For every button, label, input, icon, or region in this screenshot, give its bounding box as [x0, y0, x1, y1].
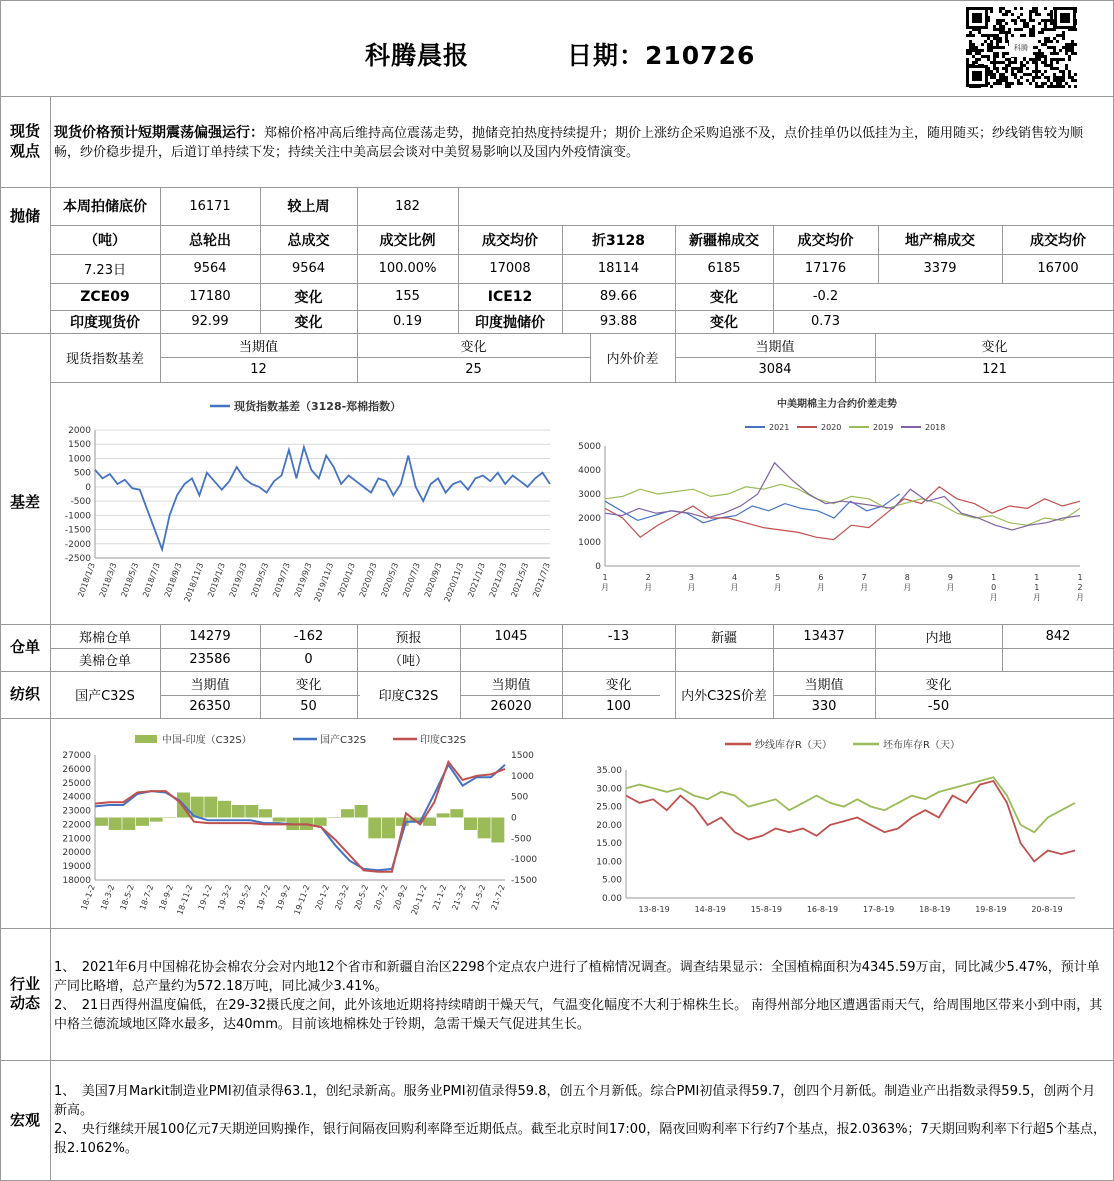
y-tick-label: 4000 — [578, 466, 601, 476]
wh-r1-cell: -13 — [607, 628, 630, 644]
industry-text — [54, 958, 1106, 1034]
divider — [0, 718, 1114, 719]
wh-r1-cell: 1045 — [494, 628, 528, 644]
series-bar — [259, 809, 272, 817]
auction-headers-cell: （吨） — [84, 232, 126, 249]
series-bar — [437, 813, 450, 817]
wh-r1-cell: 预报 — [395, 630, 422, 646]
x-tick-label: 2019/5/3 — [249, 561, 271, 599]
y-tick-label: -2500 — [64, 554, 91, 564]
series-bar — [355, 805, 368, 818]
x-tick-label: 13-8-19 — [638, 905, 670, 914]
x-tick-label: 2021/1/3 — [466, 561, 487, 599]
x-tick-label: 2019/3/3 — [227, 561, 249, 599]
series-bar — [341, 809, 354, 817]
y-tick-label: 2000 — [578, 514, 601, 524]
auction-headers-cell: 成交均价 — [1030, 232, 1086, 249]
x-tick-label: 2020/3/3 — [357, 561, 379, 599]
spread-chart — [575, 388, 1100, 620]
series-bar — [478, 818, 491, 839]
x-tick-label: 18-5-2 — [118, 883, 136, 912]
india-reserve-value: 93.88 — [599, 314, 638, 329]
auction-cmp-value: 182 — [395, 198, 420, 214]
zce-label: ZCE09 — [80, 288, 130, 305]
section-label-auction: 抛储 — [9, 207, 40, 226]
section-label-industry: 行业 动态 — [9, 974, 40, 1012]
spot-view-text — [54, 124, 1104, 162]
x-tick-label: 2018/5/3 — [119, 561, 141, 599]
industry-item-2: 2、 21日西得州温度偏低，在29-32摄氏度之间，此外该地近期将持续晴朗干燥天气，气温变化幅度不大利于棉株生长。 南得州部分地区遭遇雷雨天气，给周围地区带来小到中雨，其中格兰德流域地区降水最多，达40mm。目前该地棉株处于铃期，急需干燥天气促进其生长。 — [54, 998, 1103, 1032]
auction-data-cell: 9564 — [291, 261, 326, 276]
x-tick-label: 2020/1/3 — [336, 561, 357, 599]
x-tick-label: 2019/11/3 — [312, 561, 336, 604]
section-label-warehouse: 仓单 — [9, 637, 40, 656]
basis-chg-label: 变化 — [460, 339, 487, 355]
y-tick-label: 0.00 — [601, 894, 622, 904]
india-reserve-label: 印度抛储价 — [475, 314, 545, 331]
section-label-macro: 宏观 — [9, 1110, 40, 1129]
y2-tick-label: -1500 — [511, 876, 538, 886]
x-tick-label: 19-11-2 — [292, 883, 312, 917]
x-tick-label: 7 月 — [860, 573, 869, 592]
series-line-纱线库存R（天） — [626, 781, 1075, 861]
x-tick-label: 16-8-19 — [806, 905, 839, 914]
x-tick-label: 19-8-19 — [975, 905, 1007, 914]
series-bar — [136, 818, 149, 826]
basis-cur-label: 当期值 — [238, 339, 278, 355]
auction-data-cell: 6185 — [707, 261, 741, 276]
x-tick-label: 3 月 — [687, 573, 696, 592]
auction-headers-cell: 总成交 — [287, 232, 330, 249]
section-label-textile: 纺织 — [9, 684, 40, 703]
x-tick-label: 15-8-19 — [750, 905, 782, 914]
wh-r1-cell: 内地 — [925, 630, 952, 646]
y-tick-label: 500 — [73, 468, 91, 479]
x-tick-label: 18-3-2 — [99, 883, 117, 912]
auction-headers-cell: 新疆棉成交 — [689, 232, 759, 249]
legend-label: 纱线库存R（天） — [755, 740, 832, 751]
inventory-chart — [580, 728, 1090, 923]
legend-label: 坯布库存R（天） — [883, 740, 960, 751]
x-tick-label: 8 月 — [903, 573, 912, 592]
auction-cmp-label: 较上周 — [287, 199, 330, 215]
inner-outer-spread-label: 内外价差 — [606, 352, 659, 367]
x-tick-label: 21-5-2 — [469, 883, 488, 912]
auction-data-cell: 17008 — [489, 261, 531, 276]
x-tick-label: 1 0 月 — [989, 573, 998, 602]
x-tick-label: 2018/7/3 — [141, 561, 162, 599]
x-tick-label: 20-3-2 — [333, 883, 351, 912]
x-tick-label: 4 月 — [730, 573, 739, 592]
y-tick-label: 1000 — [68, 454, 91, 465]
spread-cur-label: 当期值 — [804, 677, 844, 693]
india-spot-chg-label: 变化 — [294, 314, 323, 331]
y-tick-label: 0 — [595, 562, 601, 572]
c32s-spread-label: 内外C32S价差 — [681, 689, 767, 704]
auction-headers-cell: 成交比例 — [379, 232, 436, 249]
y-tick-label: 23000 — [62, 806, 91, 817]
domestic-chg-value: 50 — [300, 699, 317, 714]
x-tick-label: 1 月 — [601, 573, 609, 592]
x-tick-label: 14-8-19 — [694, 905, 726, 914]
y-tick-label: 1500 — [68, 440, 91, 451]
legend-label: 2018 — [925, 423, 946, 432]
auction-headers-cell: 成交均价 — [797, 232, 854, 249]
x-tick-label: 2018/11/3 — [182, 561, 206, 604]
y-tick-label: 20.00 — [596, 820, 622, 831]
qr-code — [964, 5, 1078, 89]
domestic-c32s-label: 国产C32S — [75, 689, 135, 704]
series-bar — [95, 818, 108, 826]
series-bar — [382, 818, 395, 839]
series-bar — [450, 809, 463, 817]
y-tick-label: 21000 — [62, 834, 91, 845]
legend-label: 2021 — [769, 423, 790, 432]
wh-r1-cell: 14279 — [189, 628, 231, 644]
x-tick-label: 19-1-2 — [196, 883, 215, 912]
x-tick-label: 21-1-2 — [430, 883, 449, 912]
series-bar — [232, 805, 245, 818]
y-tick-label: 27000 — [62, 751, 91, 761]
x-tick-label: 19-5-2 — [235, 883, 254, 912]
y-tick-label: 3000 — [578, 490, 601, 500]
india-c32s-label: 印度C32S — [378, 689, 439, 704]
wh-r1-cell: 842 — [1045, 628, 1071, 644]
x-tick-label: 2020/5/3 — [379, 561, 401, 599]
x-tick-label: 18-9-2 — [157, 883, 175, 912]
zce-chg: 155 — [395, 289, 420, 304]
series-bar — [109, 818, 122, 831]
x-tick-label: 2018/3/3 — [97, 561, 119, 599]
series-line-2018 — [605, 463, 1080, 530]
zce-chg-label: 变化 — [294, 289, 323, 306]
y-tick-label: 22000 — [62, 820, 91, 831]
india-spot-value: 92.99 — [191, 314, 229, 329]
y-tick-label: 2000 — [68, 426, 91, 436]
divider — [50, 382, 1114, 383]
india-cur-label: 当期值 — [491, 677, 531, 693]
chart-title: 中美期棉主力合约价差走势 — [777, 399, 897, 410]
wh-r1-cell: 13437 — [803, 628, 845, 644]
ice-chg-label: 变化 — [710, 289, 738, 306]
x-tick-label: 2021/3/3 — [487, 561, 509, 599]
series-bar — [122, 818, 135, 831]
y-tick-label: 20000 — [62, 848, 91, 859]
x-tick-label: 18-11-2 — [175, 883, 195, 917]
x-tick-label: 1 2 月 — [1076, 573, 1084, 602]
series-bar — [245, 805, 258, 818]
series-bar — [150, 818, 163, 822]
x-tick-label: 18-8-19 — [919, 905, 951, 914]
x-tick-label: 17-8-19 — [862, 905, 895, 914]
macro-item-2: 2、 央行继续开展100亿元7天期逆回购操作，银行间隔夜回购利率降至近期低点。截至北京时间17:00，隔夜回购利率下行约7个基点，报2.0363%；7天期回购利率下行超5个基点，报2.1062%。 — [54, 1122, 1106, 1156]
india-reserve-chg: 0.73 — [811, 314, 840, 329]
india-spot-label: 印度现货价 — [70, 314, 140, 331]
x-tick-label: 1 1 月 — [1032, 573, 1041, 602]
y-tick-label: 26000 — [62, 764, 91, 775]
auction-floor-label: 本周拍储底价 — [63, 199, 147, 215]
y-tick-label: -2000 — [64, 539, 91, 550]
basis-chg-value: 25 — [465, 362, 482, 377]
auction-headers-cell: 地产棉成交 — [905, 232, 975, 249]
x-tick-label: 2 月 — [644, 573, 653, 592]
india-chg-label: 变化 — [605, 677, 632, 693]
y-tick-label: 0 — [85, 482, 91, 493]
x-tick-label: 6 月 — [816, 573, 825, 592]
section-label-spot-view: 现货 观点 — [9, 122, 40, 160]
y-tick-label: -1000 — [64, 511, 91, 522]
basis-spot-label: 现货指数基差 — [65, 352, 144, 367]
auction-data-cell: 18114 — [597, 261, 640, 276]
y-tick-label: 15.00 — [596, 839, 622, 850]
c32s-spread-cur: 330 — [811, 699, 837, 714]
wh-r2-cell: 23586 — [189, 652, 231, 667]
report-title: 科腾晨报 — [365, 41, 470, 70]
x-tick-label: 20-11-2 — [409, 883, 429, 917]
spread-cur-label: 当期值 — [755, 339, 795, 355]
wh-r2-cell: 0 — [304, 652, 313, 667]
y-tick-label: 18000 — [62, 876, 91, 886]
domestic-chg-label: 变化 — [295, 677, 322, 693]
auction-data-cell: 100.00% — [378, 261, 437, 276]
y-tick-label: 25000 — [62, 778, 91, 789]
series-bar — [314, 818, 327, 826]
domestic-cur-label: 当期值 — [190, 677, 230, 693]
spread-chg-value: 121 — [982, 362, 1007, 377]
y2-tick-label: 500 — [511, 792, 529, 803]
x-tick-label: 20-1-2 — [313, 883, 332, 912]
y2-tick-label: -500 — [511, 834, 532, 845]
x-tick-label: 20-7-2 — [372, 883, 390, 912]
wh-r1-cell: 新疆 — [710, 630, 737, 646]
x-tick-label: 20-8-19 — [1031, 905, 1063, 914]
series-line-2020 — [605, 487, 1080, 540]
x-tick-label: 20-9-2 — [391, 883, 410, 912]
macro-item-1: 1、 美国7月Markit制造业PMI初值录得63.1，创纪录新高。服务业PMI初值录得59.8，创五个月新低。综合PMI初值录得59.7，创四个月新低。制造业产出指数录得59.5，创两个月新高。 — [54, 1084, 1096, 1118]
y-tick-label: 35.00 — [596, 766, 622, 776]
macro-text — [54, 1082, 1106, 1158]
x-tick-label: 21-3-2 — [450, 883, 468, 912]
section-label-basis: 基差 — [9, 493, 40, 512]
y2-tick-label: 0 — [511, 813, 517, 824]
series-bar — [368, 818, 381, 839]
legend-label: 2019 — [873, 423, 894, 432]
x-tick-label: 5 月 — [773, 573, 782, 592]
wh-r1-cell: -162 — [293, 628, 324, 644]
auction-floor-value: 16171 — [189, 198, 231, 214]
y-tick-label: 10.00 — [596, 857, 622, 868]
spread-chg-label: 变化 — [981, 339, 1008, 355]
legend-label: 印度C32S — [420, 735, 467, 746]
x-tick-label: 21-7-2 — [489, 883, 507, 912]
x-tick-label: 19-3-2 — [216, 883, 234, 912]
y-tick-label: 5000 — [578, 442, 601, 452]
auction-data-cell: 7.23日 — [84, 263, 126, 278]
auction-headers-cell: 总轮出 — [189, 232, 231, 249]
yarn-price-chart — [55, 725, 538, 925]
auction-data-cell: 16700 — [1037, 261, 1079, 276]
series-bar — [218, 801, 231, 818]
auction-data-cell: 3379 — [923, 261, 957, 276]
x-tick-label: 2019/1/3 — [206, 561, 227, 599]
divider — [0, 96, 1114, 97]
legend-label: 国产C32S — [320, 735, 367, 746]
series-bar — [163, 818, 176, 819]
spot-view-headline: 现货价格预计短期震荡偏强运行： — [54, 125, 264, 141]
wh-r1-cell: 郑棉仓单 — [78, 630, 131, 646]
india-spot-chg: 0.19 — [393, 314, 422, 329]
x-tick-label: 18-7-2 — [138, 883, 156, 912]
x-tick-label: 19-7-2 — [255, 883, 273, 912]
chart-title: 现货指数基差（3128-郑棉指数） — [234, 400, 402, 413]
india-cur-value: 26020 — [490, 699, 532, 714]
x-tick-label: 19-9-2 — [274, 883, 293, 912]
x-tick-label: 2019/9/3 — [292, 561, 314, 599]
spread-chg-label: 变化 — [925, 677, 952, 693]
series-line-现货指数基差（3128-郑棉指数） — [95, 447, 550, 549]
x-tick-label: 2018/1/3 — [76, 561, 97, 599]
x-tick-label: 2020/11/3 — [442, 561, 466, 604]
y2-tick-label: 1000 — [511, 771, 534, 782]
x-tick-label: 2021/7/3 — [531, 561, 552, 599]
wh-r2-cell: 美棉仓单 — [78, 654, 131, 669]
legend-swatch — [135, 735, 157, 743]
x-tick-label: 2019/7/3 — [271, 561, 292, 599]
divider — [0, 928, 1114, 929]
series-bar — [204, 797, 217, 818]
spread-cur-value: 3084 — [758, 362, 792, 377]
y-tick-label: 5.00 — [601, 875, 622, 886]
divider — [0, 1060, 1114, 1061]
ice-value: 89.66 — [599, 289, 638, 304]
basis-cur-value: 12 — [250, 362, 267, 377]
series-line-2019 — [605, 484, 1080, 525]
spot-view-body: 郑棉价格冲高后维持高位震荡走势，抛储竞拍热度持续提升；期价上涨纺企采购追涨不及，点价挂单仍以低挂为主，随用随买；纱线销售较为顺畅，纱价稳步提升，后道订单持续下发；持续关注中美高层会谈对中美贸易影响以及国内外疫情演变。 — [54, 126, 1084, 160]
auction-headers-cell: 折3128 — [592, 232, 645, 249]
series-bar — [491, 818, 504, 843]
series-bar — [273, 818, 286, 822]
x-tick-label: 2018/9/3 — [162, 561, 184, 599]
series-bar — [464, 818, 477, 831]
x-tick-label: 2020/9/3 — [422, 561, 444, 599]
auction-data-cell: 9564 — [193, 261, 227, 276]
zce-value: 17180 — [189, 289, 231, 304]
india-chg-value: 100 — [606, 699, 631, 714]
y-tick-label: 24000 — [62, 792, 91, 803]
domestic-cur-value: 26350 — [189, 699, 231, 714]
x-tick-label: 9 月 — [946, 573, 955, 592]
c32s-spread-chg: -50 — [927, 699, 950, 714]
wh-r2-cell: （吨） — [388, 654, 428, 669]
ice-label: ICE12 — [487, 288, 533, 305]
y2-tick-label: -1000 — [511, 855, 538, 866]
y-tick-label: 1000 — [578, 538, 601, 548]
basis-chart — [55, 388, 565, 620]
series-bar — [327, 818, 340, 819]
legend-label: 2020 — [821, 423, 842, 432]
y-tick-label: 25.00 — [596, 802, 622, 813]
x-tick-label: 20-5-2 — [352, 883, 371, 912]
y-tick-label: 19000 — [62, 862, 91, 873]
x-tick-label: 2021/5/3 — [509, 561, 531, 599]
x-tick-label: 18-1-2 — [79, 883, 97, 912]
qr-logo-text: 科腾 — [1014, 44, 1028, 52]
y-tick-label: 30.00 — [596, 784, 622, 795]
india-reserve-chg-label: 变化 — [710, 314, 738, 331]
auction-data-cell: 17176 — [804, 261, 847, 276]
x-tick-label: 2020/7/3 — [401, 561, 422, 599]
ice-chg: -0.2 — [812, 289, 839, 304]
legend-label: 中国-印度（C32S） — [162, 735, 252, 746]
industry-item-1: 1、 2021年6月中国棉花协会棉农分会对内地12个省市和新疆自治区2298个定点农户进行了植棉情况调查。调查结果显示：全国植棉面积为4345.59万亩，同比减少5.47%，预计单产同比略增，总产量约为572.18万吨，同比减少3.41%。 — [54, 960, 1100, 994]
auction-headers-cell: 成交均价 — [482, 232, 538, 249]
report-date: 日期：210726 — [567, 41, 756, 70]
y2-tick-label: 1500 — [511, 751, 534, 761]
y-tick-label: -500 — [70, 497, 91, 508]
y-tick-label: -1500 — [64, 525, 91, 536]
